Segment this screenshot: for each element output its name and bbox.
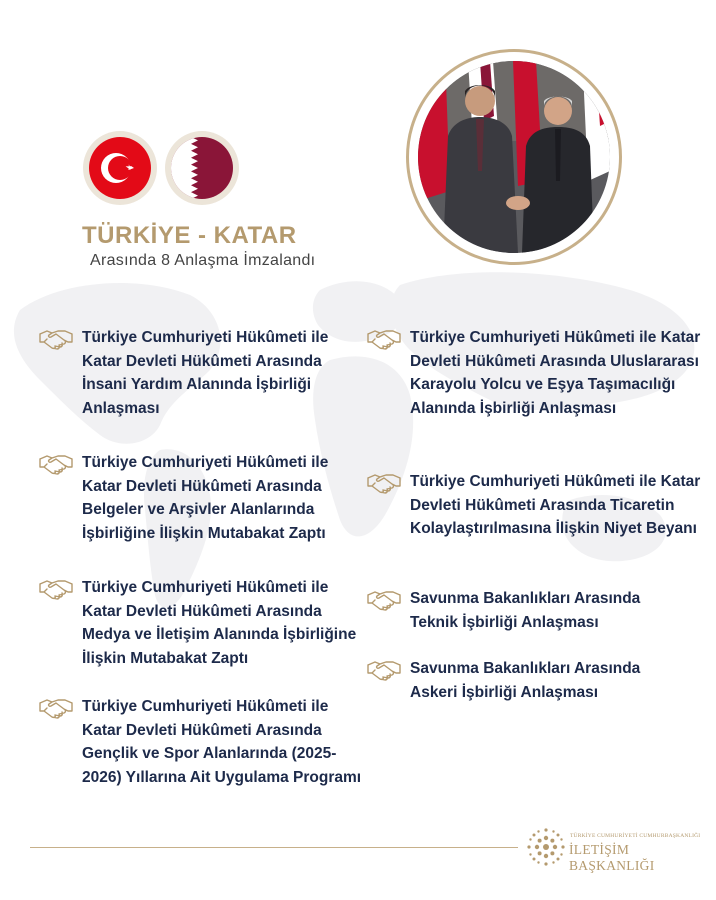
handshake-icon xyxy=(366,472,402,494)
turkey-flag xyxy=(83,131,157,205)
page-subtitle: Arasında 8 Anlaşma İmzalandı xyxy=(90,252,316,269)
agreement-text: Türkiye Cumhuriyeti Hükûmeti ile Katar Devleti Hükûmeti Arasında Medya ve İletişim Alanında İşbirliğine İlişkin Mutabakat Zaptı xyxy=(82,579,357,667)
handshake-icon xyxy=(38,328,74,350)
agreement-item xyxy=(38,576,362,670)
footer-org-name: İLETİŞİM BAŞKANLIĞI xyxy=(569,842,655,873)
qatar-flag xyxy=(165,131,239,205)
agreement-text: Savunma Bakanlıkları Arasında Teknik İşbirliği Anlaşması xyxy=(410,590,641,631)
agreement-item xyxy=(38,326,362,420)
agreement-item xyxy=(38,695,362,789)
handshake-icon xyxy=(366,659,402,681)
handshake-icon xyxy=(38,697,74,719)
agreement-text: Türkiye Cumhuriyeti Hükûmeti ile Katar Devleti Hükûmeti Arasında Uluslararası Karayolu Yolcu ve Eşya Taşımacılığı Alanında İşbirliği Anlaşması xyxy=(410,329,701,417)
leaders-photo xyxy=(418,61,610,253)
agreement-text: Türkiye Cumhuriyeti Hükûmeti ile Katar Devleti Hükûmeti Arasında Gençlik ve Spor Alanlarında (2025-2026) Yıllarına Ait Uygulama Programı xyxy=(82,698,362,786)
handshake-icon xyxy=(366,589,402,611)
handshake-icon xyxy=(38,453,74,475)
agreement-item xyxy=(366,657,680,704)
agreement-text: Türkiye Cumhuriyeti Hükûmeti ile Katar Devleti Hükûmeti Arasında Ticaretin Kolaylaştırılmasına İlişkin Niyet Beyanı xyxy=(410,473,701,537)
agreement-item xyxy=(366,587,680,634)
agreement-text: Türkiye Cumhuriyeti Hükûmeti ile Katar Devleti Hükûmeti Arasında Belgeler ve Arşivler Alanlarında İşbirliğine İlişkin Mutabakat Zaptı xyxy=(82,454,329,542)
iletisim-emblem-icon xyxy=(526,827,566,867)
handshake-icon xyxy=(366,328,402,350)
footer-divider xyxy=(30,847,518,848)
agreement-text: Türkiye Cumhuriyeti Hükûmeti ile Katar Devleti Hükûmeti Arasında İnsani Yardım Alanında İşbirliği Anlaşması xyxy=(82,329,329,417)
agreement-item xyxy=(366,326,710,420)
page-title: TÜRKİYE - KATAR xyxy=(82,222,297,249)
handshake-icon xyxy=(38,578,74,600)
agreement-item xyxy=(366,470,710,541)
footer-org-small: TÜRKİYE CUMHURİYETİ CUMHURBAŞKANLIĞI xyxy=(570,833,701,839)
agreement-item xyxy=(38,451,362,545)
agreement-text: Savunma Bakanlıkları Arasında Askeri İşbirliği Anlaşması xyxy=(410,660,641,701)
